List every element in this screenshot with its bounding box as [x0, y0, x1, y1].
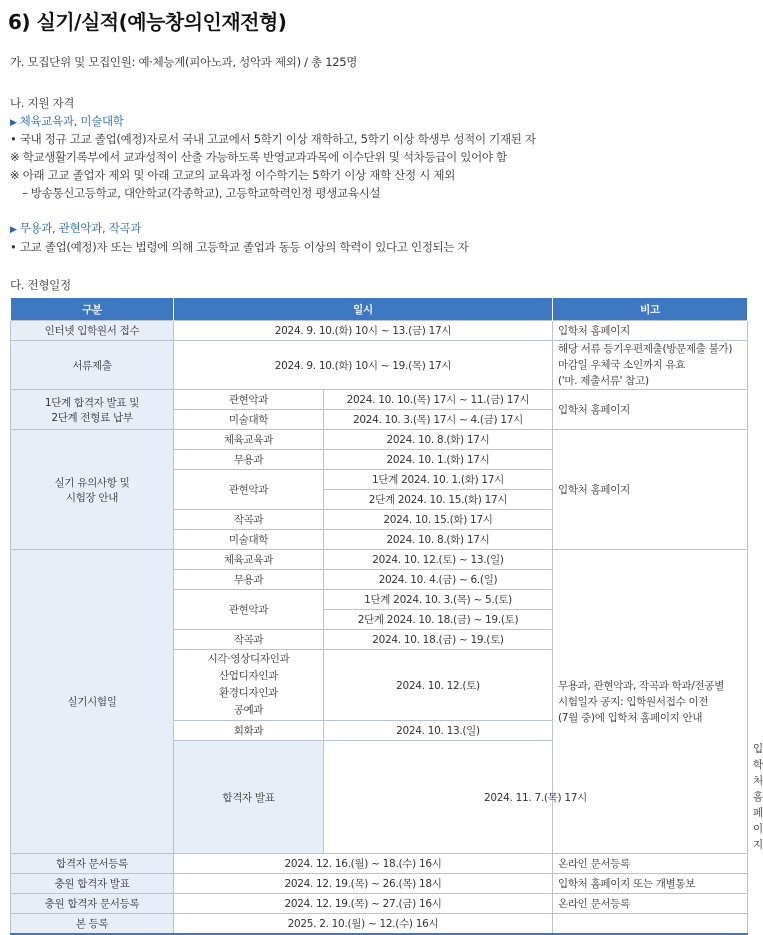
dept-line: 산업디자인과 [218, 670, 279, 682]
date-cell: 2024. 10. 18.(금) ~ 19.(토) [324, 630, 553, 650]
row-label: 합격자 발표 [174, 741, 324, 854]
row-label [11, 390, 174, 430]
row-label [11, 430, 174, 550]
dept-cell [174, 650, 324, 721]
triangle-bullet-icon: ▶ [10, 225, 17, 235]
dept-cell: 회화과 [174, 721, 324, 741]
table-row [11, 341, 748, 390]
date-cell: 2단계 2024. 10. 15.(화) 17시 [324, 490, 553, 510]
section-title: 6) 실기/실적(예능창의인재전형) [8, 10, 287, 34]
note-line: (7월 중)에 입학처 홈페이지 안내 [558, 711, 703, 724]
label-line: 1단계 합격자 발표 및 [44, 396, 140, 409]
row-label: 합격자 문서등록 [11, 854, 174, 874]
table-row [11, 390, 748, 410]
note-line: 시험일자 공지: 입학원서접수 이전 [558, 695, 709, 708]
row-note [553, 914, 748, 935]
date-cell: 2024. 10. 3.(목) 17시 ~ 4.(금) 17시 [324, 410, 553, 430]
dept-cell: 체육교육과 [174, 430, 324, 450]
dept-cell: 작곡과 [174, 630, 324, 650]
table-row [11, 914, 748, 935]
date-cell: 2024. 10. 12.(토) ~ 13.(일) [324, 550, 553, 570]
table-row [11, 854, 748, 874]
table-row [11, 321, 748, 341]
label-line: 시험장 안내 [65, 491, 119, 504]
eligibility-heading: 나. 지원 자격 [10, 96, 75, 110]
row-note: 온라인 문서등록 [553, 894, 748, 914]
qualification-excluded: – 방송통신고등학교, 대안학교(각종학교), 고등학교학력인정 평생교육시설 [22, 186, 381, 200]
row-note: 입학처 홈페이지 [553, 390, 748, 430]
table-row [11, 430, 748, 450]
date-cell: 1단계 2024. 10. 3.(목) ~ 5.(토) [324, 590, 553, 610]
table-row [11, 894, 748, 914]
qualification-1: • 국내 정규 고교 졸업(예정)자로서 국내 고교에서 5학기 이상 재학하고, 5학기 이상 학생부 성적이 기재된 자 [10, 132, 536, 146]
row-label: 인터넷 입학원서 접수 [11, 321, 174, 341]
eligibility-group-2 [10, 220, 141, 236]
row-note: 입학처 홈페이지 [553, 430, 748, 550]
row-label: 실기시험일 [11, 550, 174, 854]
schedule-table [10, 297, 763, 935]
dept-cell: 무용과 [174, 570, 324, 590]
date-cell: 2024. 10. 10.(목) 17시 ~ 11.(금) 17시 [324, 390, 553, 410]
row-label: 본 등록 [11, 914, 174, 935]
date-cell: 1단계 2024. 10. 1.(화) 17시 [324, 470, 553, 490]
dept-line: 시각·영상디자인과 [207, 653, 290, 665]
date-cell: 2024. 10. 15.(화) 17시 [324, 510, 553, 530]
dept-cell: 무용과 [174, 450, 324, 470]
dept-cell: 작곡과 [174, 510, 324, 530]
row-date: 2024. 12. 16.(월) ~ 18.(수) 16시 [174, 854, 553, 874]
row-date: 2024. 9. 10.(화) 10시 ~ 13.(금) 17시 [174, 321, 553, 341]
date-cell: 2024. 10. 13.(일) [324, 721, 553, 741]
header-date: 일시 [174, 298, 553, 321]
dept-cell: 체육교육과 [174, 550, 324, 570]
date-cell: 2024. 10. 12.(토) [324, 650, 553, 721]
header-division: 구분 [11, 298, 174, 321]
row-label: 서류제출 [11, 341, 174, 390]
eligibility-group-1 [10, 113, 124, 129]
header-note: 비고 [553, 298, 748, 321]
dept-cell: 미술대학 [174, 530, 324, 550]
dept-cell: 관현악과 [174, 590, 324, 630]
table-row [11, 550, 748, 570]
label-line: 2단계 전형료 납부 [51, 411, 133, 424]
row-note [553, 341, 748, 390]
note-line: 해당 서류 등기우편제출(방문제출 불가) [558, 343, 733, 355]
row-date: 2025. 2. 10.(월) ~ 12.(수) 16시 [174, 914, 553, 935]
row-note: 입학처 홈페이지 또는 개별통보 [553, 874, 748, 894]
row-note: 입학처 홈페이지 [553, 321, 748, 341]
table-header [11, 298, 748, 321]
dept-line: 공예과 [233, 704, 264, 716]
row-label: 충원 합격자 문서등록 [11, 894, 174, 914]
label-line: 실기 유의사항 및 [54, 476, 130, 489]
note-line: 무용과, 관현악과, 작곡과 학과/전공별 [558, 679, 725, 692]
dept-cell: 관현악과 [174, 390, 324, 410]
qualification-note-1: ※ 학교생활기록부에서 교과성적이 산출 가능하도록 반영교과과목에 이수단위 및 석차등급이 있어야 함 [10, 150, 507, 164]
group-1-label: 체육교육과, 미술대학 [19, 114, 124, 128]
date-cell: 2024. 10. 8.(화) 17시 [324, 530, 553, 550]
row-date: 2024. 11. 7.(목) 17시 [324, 741, 748, 854]
note-line: 마감일 우체국 소인까지 유효 [558, 359, 686, 371]
triangle-bullet-icon: ▶ [10, 118, 17, 128]
date-cell: 2024. 10. 8.(화) 17시 [324, 430, 553, 450]
row-date: 2024. 9. 10.(화) 10시 ~ 19.(목) 17시 [174, 341, 553, 390]
qualification-2: • 고교 졸업(예정)자 또는 법령에 의해 고등학교 졸업과 동등 이상의 학력이 있다고 인정되는 자 [10, 240, 469, 254]
note-line: ('마. 제출서류' 참고) [558, 375, 649, 387]
table-row [11, 874, 748, 894]
qualification-note-2: ※ 아래 고교 졸업자 제외 및 아래 고교의 교육과정 이수학기는 5학기 이상 재학 산정 시 제외 [10, 168, 455, 182]
dept-cell: 관현악과 [174, 470, 324, 510]
row-note: 온라인 문서등록 [553, 854, 748, 874]
row-date: 2024. 12. 19.(목) ~ 27.(금) 16시 [174, 894, 553, 914]
recruitment-info: 가. 모집단위 및 모집인원: 예·체능계(피아노과, 성악과 제외) / 총 125명 [10, 55, 358, 69]
schedule-heading: 다. 전형일정 [10, 278, 71, 292]
dept-cell: 미술대학 [174, 410, 324, 430]
table-row: 합격자 발표 2024. 11. 7.(목) 17시 입학처 홈페이지 [11, 741, 748, 854]
row-date: 2024. 12. 19.(목) ~ 26.(목) 18시 [174, 874, 553, 894]
group-2-label: 무용과, 관현악과, 작곡과 [19, 221, 142, 235]
dept-line: 환경디자인과 [218, 687, 279, 699]
row-label: 충원 합격자 발표 [11, 874, 174, 894]
date-cell: 2024. 10. 4.(금) ~ 6.(일) [324, 570, 553, 590]
date-cell: 2단계 2024. 10. 18.(금) ~ 19.(토) [324, 610, 553, 630]
date-cell: 2024. 10. 1.(화) 17시 [324, 450, 553, 470]
